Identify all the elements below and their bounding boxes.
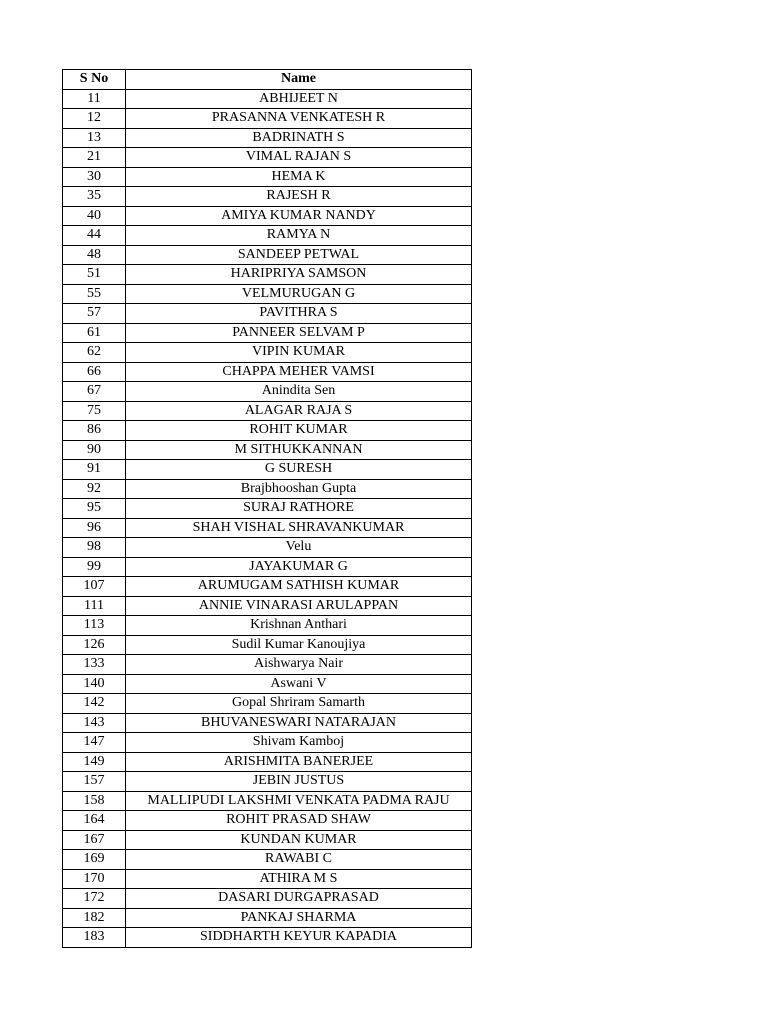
- cell-sno: 75: [63, 401, 126, 421]
- cell-name: SURAJ RATHORE: [126, 499, 472, 519]
- table-row: [63, 382, 472, 402]
- cell-name: AMIYA KUMAR NANDY: [126, 206, 472, 226]
- cell-name: PRASANNA VENKATESH R: [126, 109, 472, 129]
- cell-name: PANKAJ SHARMA: [126, 908, 472, 928]
- cell-sno: 13: [63, 128, 126, 148]
- cell-sno: 12: [63, 109, 126, 129]
- cell-name: ARISHMITA BANERJEE: [126, 752, 472, 772]
- table-row: [63, 109, 472, 129]
- cell-name: DASARI DURGAPRASAD: [126, 889, 472, 909]
- cell-sno: 66: [63, 362, 126, 382]
- table-row: [63, 577, 472, 597]
- cell-name: ABHIJEET N: [126, 89, 472, 109]
- cell-name: RAMYA N: [126, 226, 472, 246]
- column-header-sno: S No: [63, 70, 126, 90]
- cell-sno: 55: [63, 284, 126, 304]
- cell-name: BHUVANESWARI NATARAJAN: [126, 713, 472, 733]
- table-row: [63, 772, 472, 792]
- cell-sno: 183: [63, 928, 126, 948]
- cell-name: Anindita Sen: [126, 382, 472, 402]
- cell-sno: 113: [63, 616, 126, 636]
- cell-sno: 21: [63, 148, 126, 168]
- table-row: [63, 908, 472, 928]
- table-row: [63, 830, 472, 850]
- cell-sno: 140: [63, 674, 126, 694]
- cell-name: JAYAKUMAR G: [126, 557, 472, 577]
- cell-sno: 149: [63, 752, 126, 772]
- table-row: [63, 557, 472, 577]
- cell-name: Aswani V: [126, 674, 472, 694]
- table-row: [63, 167, 472, 187]
- table-row: [63, 206, 472, 226]
- cell-sno: 157: [63, 772, 126, 792]
- cell-sno: 95: [63, 499, 126, 519]
- table-row: [63, 265, 472, 285]
- table-row: [63, 538, 472, 558]
- cell-sno: 111: [63, 596, 126, 616]
- cell-name: Aishwarya Nair: [126, 655, 472, 675]
- cell-sno: 67: [63, 382, 126, 402]
- cell-name: BADRINATH S: [126, 128, 472, 148]
- table-row: [63, 187, 472, 207]
- table-row: [63, 655, 472, 675]
- cell-sno: 44: [63, 226, 126, 246]
- cell-name: Krishnan Anthari: [126, 616, 472, 636]
- cell-name: PAVITHRA S: [126, 304, 472, 324]
- cell-sno: 158: [63, 791, 126, 811]
- cell-sno: 96: [63, 518, 126, 538]
- cell-sno: 170: [63, 869, 126, 889]
- cell-name: ALAGAR RAJA S: [126, 401, 472, 421]
- table-row: [63, 226, 472, 246]
- table-row: [63, 674, 472, 694]
- cell-sno: 11: [63, 89, 126, 109]
- cell-name: Velu: [126, 538, 472, 558]
- cell-sno: 90: [63, 440, 126, 460]
- cell-name: ROHIT KUMAR: [126, 421, 472, 441]
- cell-sno: 147: [63, 733, 126, 753]
- cell-name: Sudil Kumar Kanoujiya: [126, 635, 472, 655]
- table-row: [63, 694, 472, 714]
- cell-sno: 98: [63, 538, 126, 558]
- cell-name: Brajbhooshan Gupta: [126, 479, 472, 499]
- cell-sno: 107: [63, 577, 126, 597]
- cell-sno: 35: [63, 187, 126, 207]
- cell-sno: 172: [63, 889, 126, 909]
- cell-sno: 51: [63, 265, 126, 285]
- cell-name: RAWABI C: [126, 850, 472, 870]
- table-row: [63, 791, 472, 811]
- table-header: [63, 70, 472, 90]
- cell-name: SHAH VISHAL SHRAVANKUMAR: [126, 518, 472, 538]
- table-row: [63, 89, 472, 109]
- cell-name: ARUMUGAM SATHISH KUMAR: [126, 577, 472, 597]
- cell-name: KUNDAN KUMAR: [126, 830, 472, 850]
- cell-sno: 143: [63, 713, 126, 733]
- cell-sno: 164: [63, 811, 126, 831]
- cell-name: ATHIRA M S: [126, 869, 472, 889]
- cell-name: CHAPPA MEHER VAMSI: [126, 362, 472, 382]
- cell-name: VIPIN KUMAR: [126, 343, 472, 363]
- table-row: [63, 889, 472, 909]
- cell-name: VIMAL RAJAN S: [126, 148, 472, 168]
- cell-sno: 86: [63, 421, 126, 441]
- column-header-name: Name: [126, 70, 472, 90]
- cell-name: ROHIT PRASAD SHAW: [126, 811, 472, 831]
- table-row: [63, 343, 472, 363]
- table-row: [63, 128, 472, 148]
- cell-name: ANNIE VINARASI ARULAPPAN: [126, 596, 472, 616]
- table-row: [63, 869, 472, 889]
- cell-name: SANDEEP PETWAL: [126, 245, 472, 265]
- cell-sno: 40: [63, 206, 126, 226]
- table-row: [63, 421, 472, 441]
- header-row: [63, 70, 472, 90]
- cell-name: SIDDHARTH KEYUR KAPADIA: [126, 928, 472, 948]
- cell-sno: 99: [63, 557, 126, 577]
- table-row: [63, 850, 472, 870]
- table-row: [63, 752, 472, 772]
- table-row: [63, 148, 472, 168]
- table-row: [63, 635, 472, 655]
- table-row: [63, 499, 472, 519]
- cell-sno: 182: [63, 908, 126, 928]
- cell-name: RAJESH R: [126, 187, 472, 207]
- table-row: [63, 284, 472, 304]
- table-row: [63, 401, 472, 421]
- cell-name: JEBIN JUSTUS: [126, 772, 472, 792]
- table-row: [63, 928, 472, 948]
- cell-sno: 62: [63, 343, 126, 363]
- cell-sno: 91: [63, 460, 126, 480]
- table-row: [63, 733, 472, 753]
- table-body: [63, 89, 472, 947]
- cell-sno: 92: [63, 479, 126, 499]
- table-row: [63, 616, 472, 636]
- cell-sno: 61: [63, 323, 126, 343]
- table-row: [63, 811, 472, 831]
- table-row: [63, 362, 472, 382]
- cell-name: VELMURUGAN G: [126, 284, 472, 304]
- table-row: [63, 713, 472, 733]
- table-row: [63, 596, 472, 616]
- cell-sno: 126: [63, 635, 126, 655]
- cell-sno: 142: [63, 694, 126, 714]
- cell-sno: 57: [63, 304, 126, 324]
- cell-sno: 167: [63, 830, 126, 850]
- cell-name: MALLIPUDI LAKSHMI VENKATA PADMA RAJU: [126, 791, 472, 811]
- cell-name: HARIPRIYA SAMSON: [126, 265, 472, 285]
- cell-sno: 48: [63, 245, 126, 265]
- table-row: [63, 323, 472, 343]
- table-row: [63, 518, 472, 538]
- cell-name: PANNEER SELVAM P: [126, 323, 472, 343]
- cell-name: M SITHUKKANNAN: [126, 440, 472, 460]
- names-table: [62, 69, 472, 948]
- cell-sno: 133: [63, 655, 126, 675]
- cell-name: G SURESH: [126, 460, 472, 480]
- table-row: [63, 245, 472, 265]
- table-row: [63, 460, 472, 480]
- cell-name: HEMA K: [126, 167, 472, 187]
- table-row: [63, 304, 472, 324]
- cell-name: Gopal Shriram Samarth: [126, 694, 472, 714]
- table-row: [63, 479, 472, 499]
- cell-sno: 30: [63, 167, 126, 187]
- cell-name: Shivam Kamboj: [126, 733, 472, 753]
- table-row: [63, 440, 472, 460]
- cell-sno: 169: [63, 850, 126, 870]
